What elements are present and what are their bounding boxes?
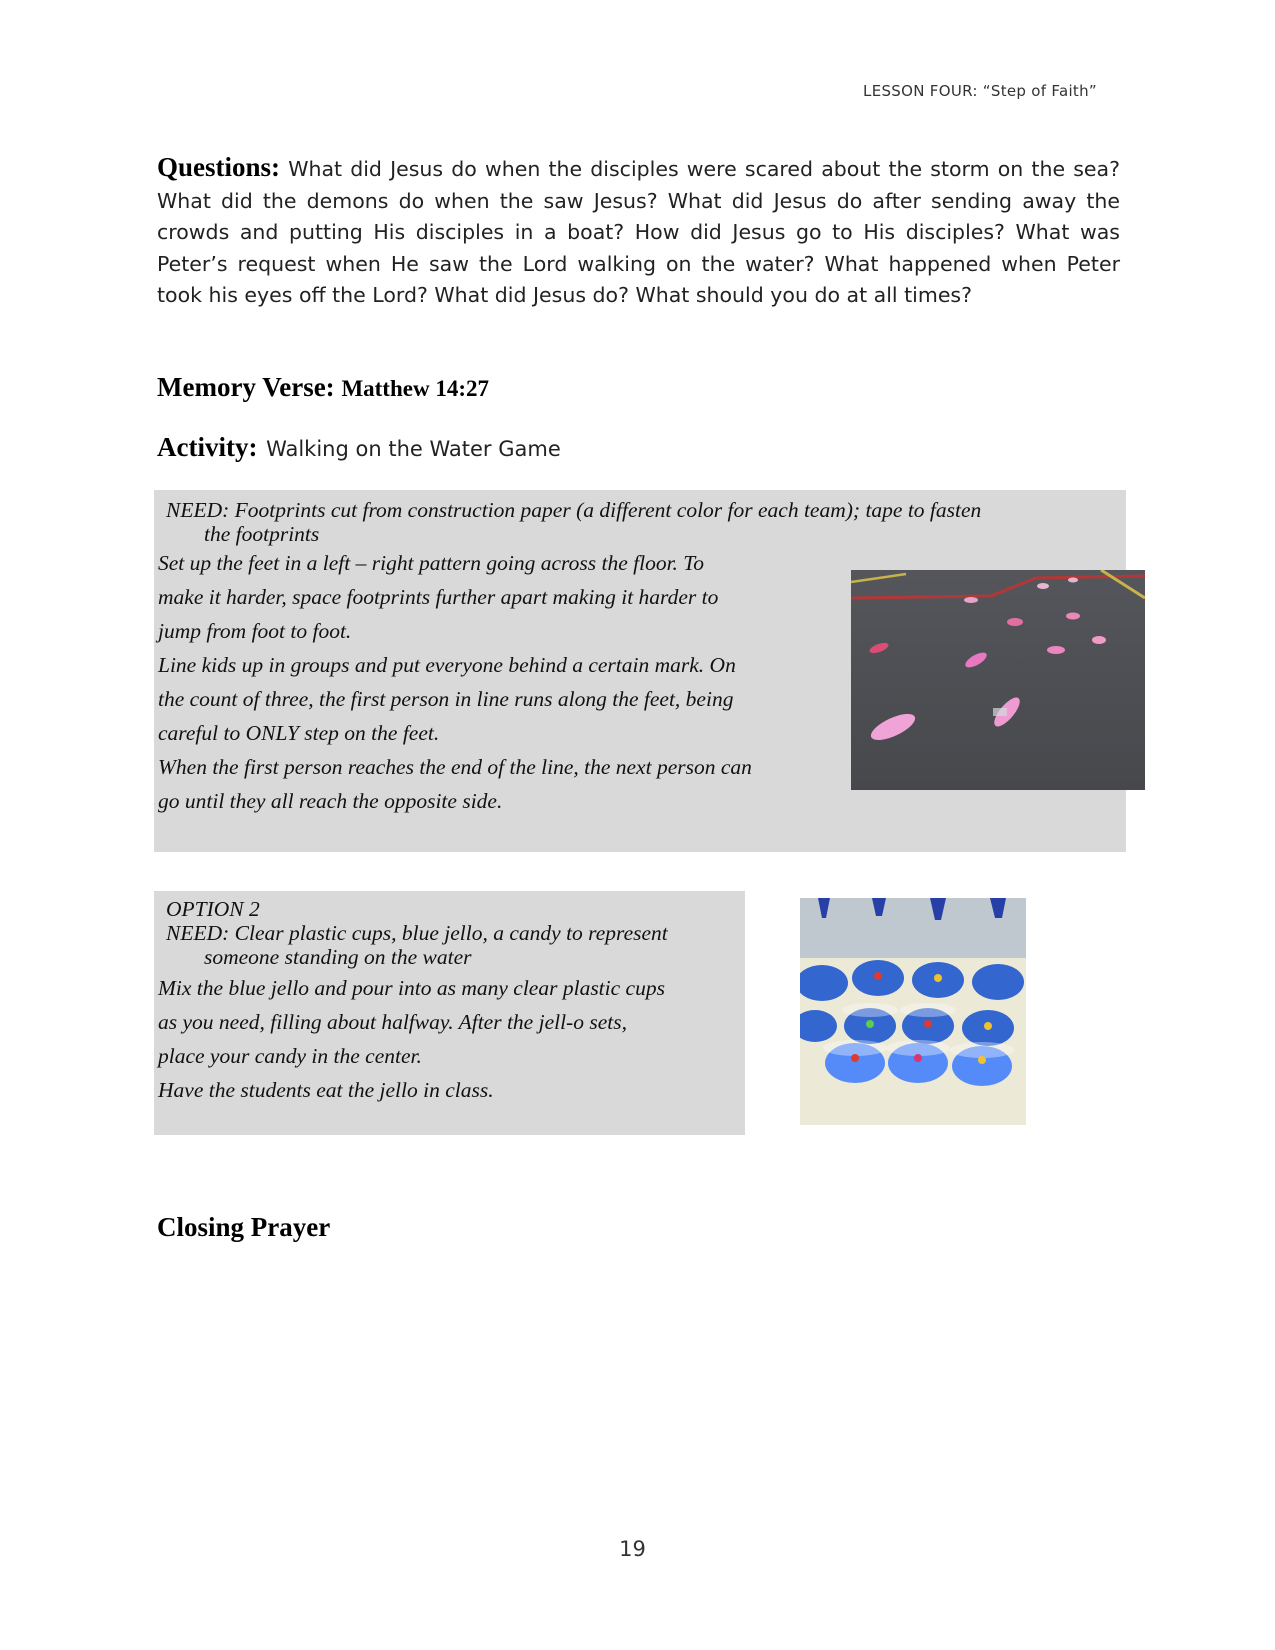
footprints-photo-image	[851, 570, 1145, 790]
option2-line: place your candy in the center.	[158, 1044, 422, 1068]
option1-need-line2: the footprints	[204, 522, 320, 546]
option1-line: When the first person reaches the end of the line, the next person can	[158, 755, 752, 779]
option2-line: as you need, filling about halfway. After the jell-o sets,	[158, 1010, 627, 1034]
option2-header	[166, 897, 736, 969]
option1-need-line1: NEED: Footprints cut from construction paper (a different color for each team); tape to fasten	[166, 498, 982, 522]
activity-heading	[157, 432, 561, 463]
running-header: LESSON FOUR: “Step of Faith”	[863, 82, 1097, 100]
memory-verse-reference: Matthew 14:27	[341, 376, 489, 401]
option1-line: make it harder, space footprints further apart making it harder to	[158, 585, 719, 609]
option1-line: jump from foot to foot.	[158, 619, 352, 643]
option2-title: OPTION 2	[166, 897, 260, 921]
option2-steps	[158, 971, 665, 1107]
option2-line: Mix the blue jello and pour into as many clear plastic cups	[158, 976, 665, 1000]
questions-label: Questions:	[157, 152, 281, 182]
option1-need	[166, 498, 1116, 546]
jello-cups-photo-image	[800, 898, 1026, 1125]
option1-line: careful to ONLY step on the feet.	[158, 721, 440, 745]
jello-cups-photo	[800, 898, 1026, 1125]
option1-line: go until they all reach the opposite side.	[158, 789, 503, 813]
questions-paragraph	[157, 152, 1120, 312]
option1-line: the count of three, the first person in line runs along the feet, being	[158, 687, 734, 711]
option2-need-line2: someone standing on the water	[204, 945, 472, 969]
option2-box	[154, 891, 745, 1135]
activity-title: Walking on the Water Game	[266, 437, 561, 461]
memory-verse-label: Memory Verse:	[157, 372, 335, 402]
option1-steps	[158, 546, 752, 818]
option1-line: Line kids up in groups and put everyone behind a certain mark. On	[158, 653, 736, 677]
questions-text: What did Jesus do when the disciples were scared about the storm on the sea? What did the demons do when the saw Jesus? What did Jesus do after sending away the crowds and putting His disciples in a boat? How did Jesus go to His disciples? What was Peter’s request when He saw the Lord walking on the water? What happened when Peter took his eyes off the Lord? What did Jesus do? What should you do at all times?	[157, 157, 1120, 307]
option2-line: Have the students eat the jello in class.	[158, 1078, 494, 1102]
closing-prayer-heading: Closing Prayer	[157, 1212, 331, 1242]
option1-line: Set up the feet in a left – right pattern going across the floor. To	[158, 551, 705, 575]
option2-need-line1: NEED: Clear plastic cups, blue jello, a candy to represent	[166, 921, 668, 945]
activity-label: Activity:	[157, 432, 258, 462]
memory-verse	[157, 372, 489, 403]
page-number: 19	[619, 1537, 646, 1561]
footprints-photo	[851, 570, 1145, 790]
